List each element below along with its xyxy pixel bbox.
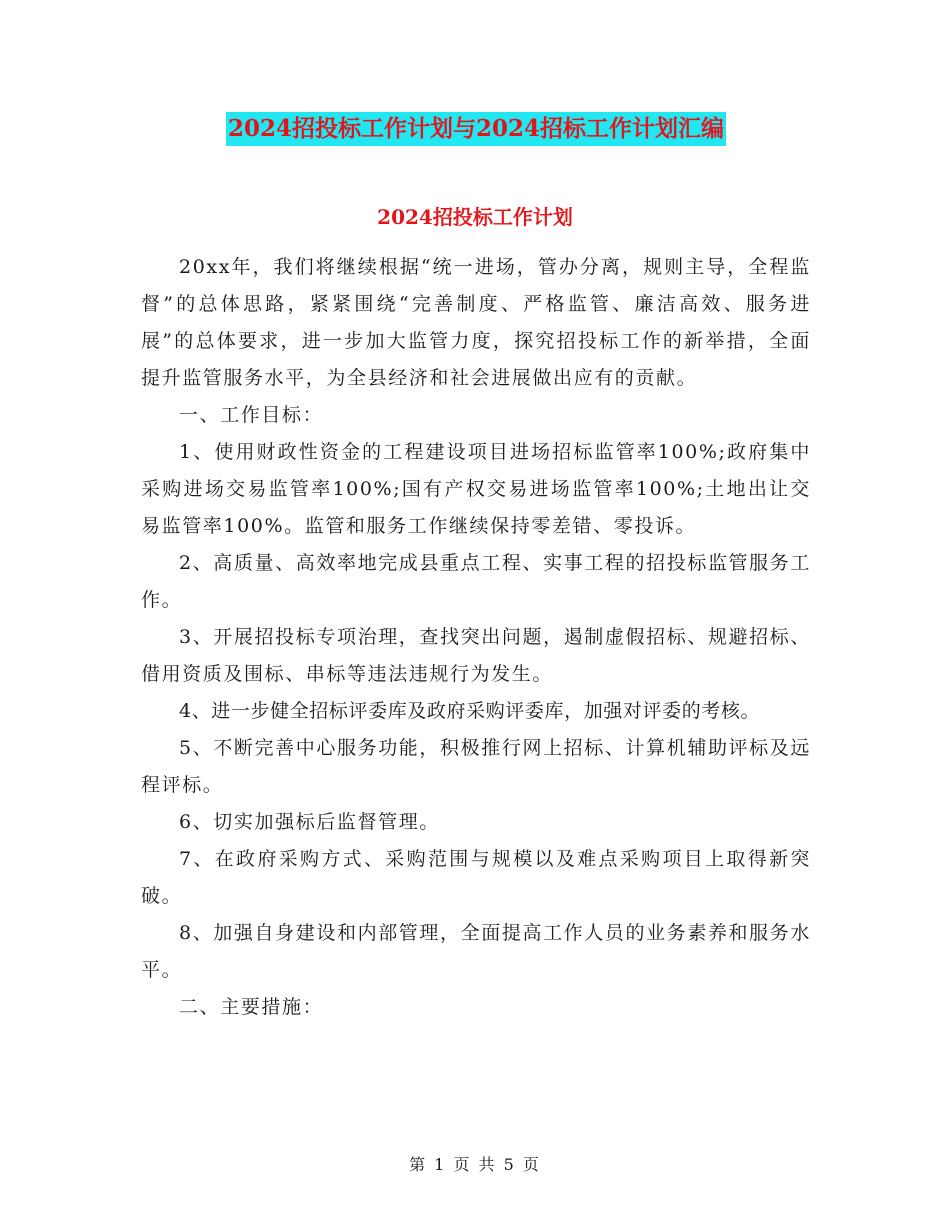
document-title: 2024招投标工作计划与2024招标工作计划汇编 [226, 112, 726, 146]
heading-main-measures: 二、主要措施： [179, 996, 324, 1018]
page-footer: 第 1 页 共 5 页 [409, 1155, 541, 1174]
goal-item-5: 5、不断完善中心服务功能，积极推行网上招标、计算机辅助评标及远程评标。 [141, 737, 811, 796]
goal-item-1: 1、使用财政性资金的工程建设项目进场招标监管率100%;政府集中采购进场交易监管率100%;国有产权交易进场监管率100%;土地出让交易监管率100%。监管和服务工作继续保持零差错、零投诉。 [141, 441, 811, 537]
goal-item-8: 8、加强自身建设和内部管理，全面提高工作人员的业务素养和服务水平。 [141, 922, 811, 981]
goal-item-3: 3、开展招投标专项治理，查找突出问题，遏制虚假招标、规避招标、借用资质及围标、串标等违法违规行为发生。 [141, 626, 811, 685]
heading-work-goals: 一、工作目标： [179, 404, 324, 426]
document-body [141, 249, 811, 1026]
goal-item-4: 4、进一步健全招标评委库及政府采购评委库，加强对评委的考核。 [179, 700, 761, 722]
intro-paragraph: 20xx年，我们将继续根据“统一进场，管办分离，规则主导，全程监督”的总体思路，紧紧围绕“完善制度、严格监管、廉洁高效、服务进展”的总体要求，进一步加大监管力度，探究招投标工作的新举措，全面提升监管服务水平，为全县经济和社会进展做出应有的贡献。 [141, 256, 811, 389]
goal-item-2: 2、高质量、高效率地完成县重点工程、实事工程的招投标监管服务工作。 [141, 552, 811, 611]
section-title: 2024招投标工作计划 [377, 205, 573, 229]
goal-item-6: 6、切实加强标后监督管理。 [179, 811, 440, 833]
goal-item-7: 7、在政府采购方式、采购范围与规模以及难点采购项目上取得新突破。 [141, 848, 811, 907]
